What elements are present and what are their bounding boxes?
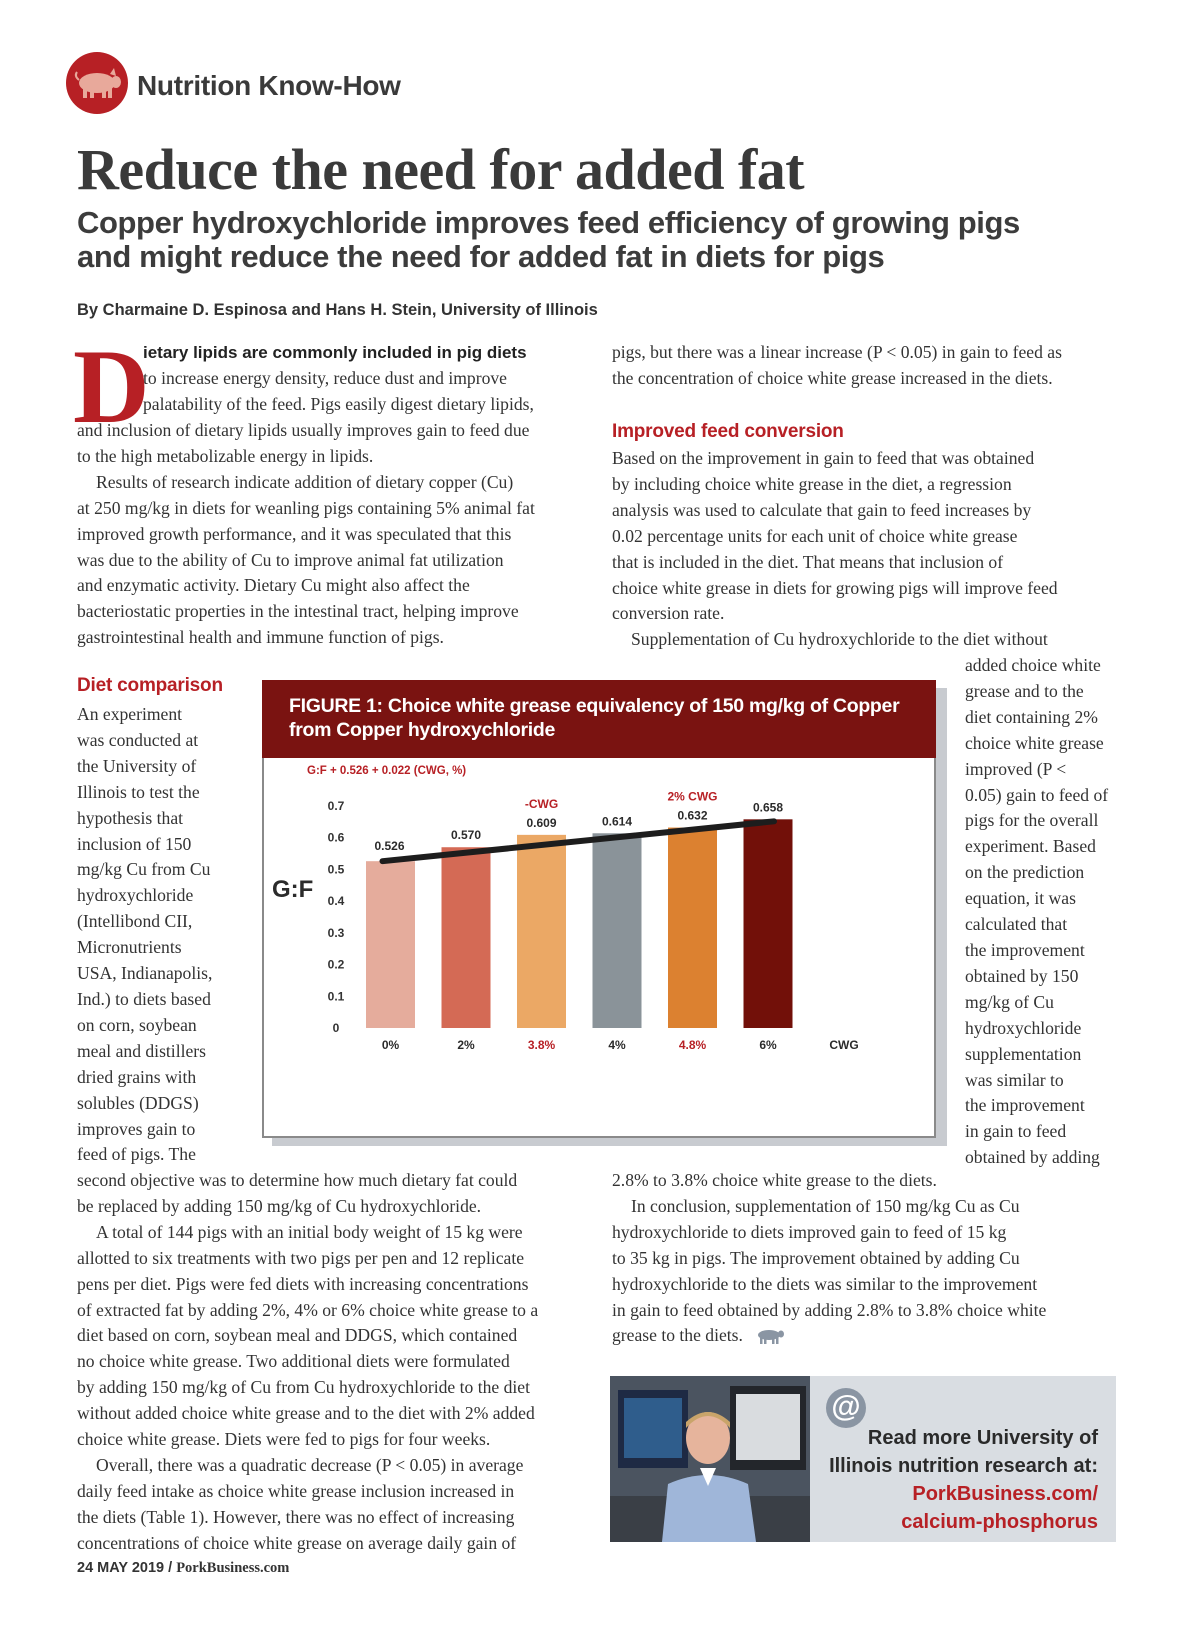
text-line: pigs for the overall (965, 810, 1099, 831)
text-line: in gain to feed (965, 1121, 1067, 1142)
text-line: (Intellibond CII, (77, 911, 193, 932)
data-label: 0.632 (677, 808, 708, 823)
text-line: analysis was used to calculate that gain to feed increases by (612, 499, 1032, 520)
y-tick-label: 0.1 (327, 989, 345, 1004)
paragraph-1-continued (77, 418, 587, 651)
text-line: daily feed intake as choice white grease inclusion increased in (77, 1480, 515, 1501)
text-line: the improvement (965, 939, 1085, 960)
text-line: hydroxychloride (77, 885, 194, 906)
data-label: 0.614 (601, 814, 633, 829)
subhead-diet-comparison: Diet comparison (77, 675, 223, 696)
text-line: meal and distillers (77, 1040, 206, 1061)
text-line: in gain to feed obtained by adding 2.8% to 3.8% choice white (612, 1299, 1047, 1320)
text-line: was conducted at (77, 729, 199, 750)
right-narrow-column (965, 653, 1125, 1171)
data-label: 0.526 (374, 839, 405, 854)
right-column-bottom (612, 1168, 1132, 1349)
section-badge (66, 52, 128, 114)
bar-6pct (744, 819, 793, 1028)
author-photo-illustration (610, 1376, 810, 1542)
text-line: Results of research indicate addition of dietary copper (Cu) (96, 471, 514, 492)
bar-annotation: -CWG (524, 796, 559, 811)
text-line: improved growth performance, and it was speculated that this (77, 523, 512, 544)
text-line: palatability of the feed. Pigs easily digest dietary lipids, (143, 393, 534, 414)
text-line: choice white grease. Diets were fed to pigs for four weeks. (77, 1429, 491, 1450)
publication-name: PorkBusiness.com (176, 1560, 290, 1576)
text-line: at 250 mg/kg in diets for weanling pigs containing 5% animal fat (77, 497, 535, 518)
text-line: mg/kg Cu from Cu (77, 859, 211, 880)
text-line: bacteriostatic properties in the intestinal tract, helping improve (77, 601, 519, 622)
lead-bold-text: ietary lipids are commonly included in pig diets (143, 343, 527, 362)
text-line: and enzymatic activity. Dietary Cu might also affect the (77, 575, 470, 596)
text-line: pens per diet. Pigs were fed diets with increasing concentrations (77, 1273, 529, 1294)
y-tick-label: 0.2 (327, 957, 345, 972)
x-tick-label: 0% (381, 1038, 400, 1052)
text-line: added choice white (965, 655, 1101, 675)
text-line: was due to the ability of Cu to improve animal fat utilization (77, 549, 504, 570)
text-line: experiment. Based (965, 836, 1096, 857)
text-line: the improvement (965, 1095, 1085, 1116)
page-number: 24 (77, 1560, 94, 1576)
pig-icon (755, 1328, 785, 1346)
chart-equation: G:F + 0.526 + 0.022 (CWG, %) (307, 765, 467, 778)
page-footer (77, 1560, 289, 1577)
text-line: no choice white grease. Two additional diets were formulated (77, 1351, 510, 1372)
data-label: 0.658 (752, 800, 784, 815)
text-line: be replaced by adding 150 mg/kg of Cu hydroxychloride. (77, 1195, 482, 1216)
text-line: that is included in the diet. That means that inclusion of (612, 551, 1004, 572)
promo-link[interactable]: PorkBusiness.com/ (912, 1483, 1098, 1505)
figure-title (289, 694, 909, 742)
text-line: 0.02 percentage units for each unit of choice white grease (612, 525, 1018, 546)
x-tick-label: 2% (457, 1038, 475, 1052)
text-line: Micronutrients (77, 937, 182, 958)
text-line: the University of (77, 755, 197, 776)
figure-title-line: FIGURE 1: Choice white grease equivalency of 150 mg/kg of Copper (289, 695, 900, 717)
at-sign-icon: @ (826, 1388, 866, 1428)
text-line: concentrations of choice white grease on average daily gain of (77, 1532, 517, 1553)
gf-bar-chart (264, 760, 934, 1136)
text-line: on the prediction (965, 862, 1085, 883)
article-title: Reduce the need for added fat (77, 137, 805, 202)
bar-3-8pct (517, 835, 566, 1028)
text-line: diet containing 2% (965, 706, 1098, 727)
text-line: USA, Indianapolis, (77, 963, 213, 984)
x-axis-label: CWG (829, 1038, 859, 1052)
text-line: Supplementation of Cu hydroxychloride to the diet without (631, 629, 1048, 650)
promo-line: Read more University of (867, 1427, 1098, 1449)
text-line: Based on the improvement in gain to feed that was obtained (612, 448, 1035, 468)
text-line: 0.05) gain to feed of (965, 784, 1109, 805)
y-tick-label: 0.3 (327, 925, 345, 940)
text-line: the concentration of choice white grease increased in the diets. (612, 367, 1053, 388)
text-line: hypothesis that (77, 807, 184, 828)
text-line: conversion rate. (612, 603, 725, 624)
text-line: to increase energy density, reduce dust and improve (143, 367, 507, 388)
article-deck (77, 206, 1137, 274)
bar-2pct (442, 847, 491, 1028)
text-line: obtained by 150 (965, 965, 1079, 986)
text-line: improves gain to (77, 1118, 196, 1139)
text-line: hydroxychloride to diets improved gain to feed of 15 kg (612, 1221, 1007, 1242)
y-tick-label: 0.4 (327, 894, 345, 909)
text-line (612, 1323, 1132, 1349)
author-photo (610, 1376, 810, 1542)
diet-narrow-column (77, 702, 257, 1168)
text-line: grease and to the (965, 680, 1084, 701)
text-line: improved (P < (965, 758, 1067, 779)
text-line: choice white grease in diets for growing pigs will improve feed (612, 577, 1058, 598)
y-tick-label: 0.5 (327, 862, 345, 877)
text-line: hydroxychloride (965, 1017, 1082, 1038)
data-label: 0.570 (450, 828, 482, 843)
text-line: An experiment (77, 704, 183, 724)
section-name: Nutrition Know-How (137, 70, 401, 101)
text-line: feed of pigs. The (77, 1144, 196, 1165)
subhead-feed-conversion: Improved feed conversion (612, 421, 844, 442)
promo-text (820, 1424, 1098, 1536)
y-tick-label: 0 (332, 1021, 340, 1035)
y-tick-label: 0.6 (327, 830, 345, 845)
text-line: to 35 kg in pigs. The improvement obtained by adding Cu (612, 1247, 1020, 1268)
figure-title-line: from Copper hydroxychloride (289, 719, 556, 741)
text-line: to the high metabolizable energy in lipids. (77, 445, 374, 466)
right-column-top (612, 340, 1132, 392)
y-axis-label: G:F (272, 876, 314, 903)
text-line: by including choice white grease in the diet, a regression (612, 473, 1012, 494)
bar-4pct (593, 833, 642, 1028)
right-column-feed (612, 446, 1132, 653)
text-line: diet based on corn, soybean meal and DDGS, which contained (77, 1325, 518, 1346)
text-line: Ind.) to diets based (77, 988, 211, 1009)
x-tick-label: 6% (759, 1038, 777, 1052)
text-line: hydroxychloride to the diets was similar to the improvement (612, 1273, 1038, 1294)
data-label: 0.609 (526, 815, 557, 830)
text-line: 2.8% to 3.8% choice white grease to the diets. (612, 1170, 937, 1190)
drop-cap: D (73, 328, 150, 445)
text-line: was similar to (965, 1069, 1064, 1090)
text-line: the diets (Table 1). However, there was no effect of increasing (77, 1506, 515, 1527)
left-column-bottom (77, 1168, 597, 1557)
text-line: mg/kg of Cu (965, 991, 1054, 1012)
text-line: A total of 144 pigs with an initial body weight of 15 kg were (96, 1221, 523, 1242)
text-line: pigs, but there was a linear increase (P < 0.05) in gain to feed as (612, 342, 1062, 362)
byline: By Charmaine D. Espinosa and Hans H. Stein, University of Illinois (77, 301, 598, 319)
text-line: choice white grease (965, 732, 1104, 753)
deck-line: and might reduce the need for added fat in diets for pigs (77, 239, 885, 274)
text-line: of extracted fat by adding 2%, 4% or 6% choice white grease to a (77, 1299, 539, 1320)
y-tick-label: 0.7 (327, 799, 345, 813)
text-line: without added choice white grease and to the diet with 2% added (77, 1403, 535, 1424)
x-tick-label: 4% (608, 1038, 626, 1052)
promo-link[interactable]: calcium-phosphorus (901, 1511, 1098, 1533)
text-line: inclusion of 150 (77, 833, 192, 854)
bar-0pct (366, 861, 415, 1028)
footer-separator: / (168, 1560, 173, 1576)
text-line: In conclusion, supplementation of 150 mg/kg Cu as Cu (631, 1195, 1020, 1216)
text-line: solubles (DDGS) (77, 1092, 199, 1113)
text-line: Overall, there was a quadratic decrease (P < 0.05) in average (96, 1454, 524, 1475)
bar-annotation: 2% CWG (667, 789, 718, 804)
text-line: and inclusion of dietary lipids usually improves gain to feed due (77, 420, 530, 440)
issue-date: MAY 2019 (97, 1560, 165, 1576)
deck-line: Copper hydroxychloride improves feed efficiency of growing pigs (77, 205, 1020, 240)
text-line: gastrointestinal health and immune function of pigs. (77, 627, 444, 648)
bar-4-8pct (668, 828, 717, 1028)
text-line: by adding 150 mg/kg of Cu from Cu hydroxychloride to the diet (77, 1377, 530, 1398)
text-line: dried grains with (77, 1066, 197, 1087)
text-line: obtained by adding (965, 1147, 1100, 1168)
x-tick-label: 4.8% (678, 1038, 707, 1052)
text-line: calculated that (965, 914, 1068, 935)
lead-paragraph-wrap (143, 340, 583, 418)
pig-icon (66, 52, 128, 114)
text-line: Illinois to test the (77, 781, 200, 802)
text-line-span: grease to the diets. (612, 1325, 743, 1346)
text-line: supplementation (965, 1043, 1082, 1064)
x-tick-label: 3.8% (527, 1038, 556, 1052)
text-line: second objective was to determine how much dietary fat could (77, 1170, 518, 1190)
text-line: on corn, soybean (77, 1014, 197, 1035)
text-line: equation, it was (965, 888, 1076, 909)
text-line: allotted to six treatments with two pigs per pen and 12 replicate (77, 1247, 525, 1268)
promo-line: Illinois nutrition research at: (829, 1455, 1098, 1477)
